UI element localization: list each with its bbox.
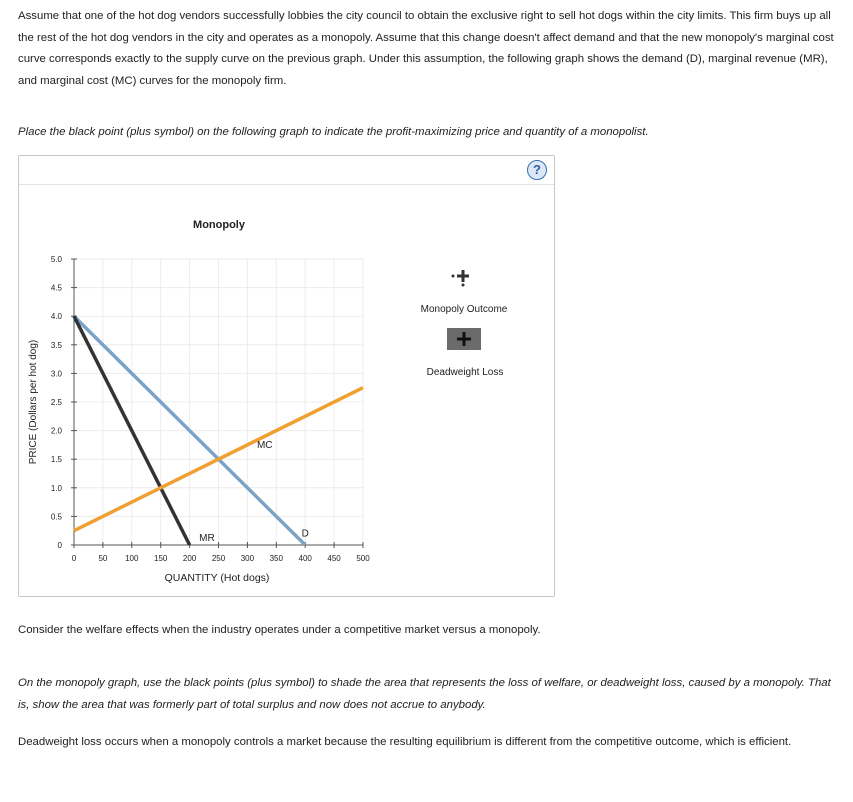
help-button[interactable]: ? (527, 160, 547, 180)
shaded-area-plus-icon[interactable] (447, 328, 481, 350)
y-tick-label: 1.0 (50, 483, 62, 493)
x-tick-label: 150 (154, 554, 168, 563)
chart-title: Monopoly (193, 219, 245, 231)
instruction-monopoly-outcome: Place the black point (plus symbol) on the following graph to indicate the profit-maximizing price and quantity of a monopolist. (18, 126, 649, 138)
instruction-deadweight-loss: On the monopoly graph, use the black points (plus symbol) to shade the area that represents the loss of welfare, or deadweight loss, caused by a monopoly. That is, show the area that was formerly part of total surplus and now does not accrue to anybody. (18, 677, 831, 711)
curve-label-d: D (301, 528, 309, 540)
y-tick-label: 5.0 (50, 255, 62, 264)
x-tick-label: 100 (125, 554, 139, 563)
deadweight-loss-tool[interactable] (427, 328, 504, 378)
curve-label-mc: MC (256, 439, 273, 451)
graph-panel (18, 155, 555, 597)
x-tick-label: 350 (269, 554, 283, 563)
y-tick-label: 3.5 (50, 340, 62, 350)
y-tick-label: 1.5 (50, 455, 62, 465)
plus-black-point-icon[interactable] (452, 270, 470, 287)
y-tick-label: 0 (57, 541, 62, 550)
x-tick-label: 500 (356, 554, 370, 563)
x-tick-label: 0 (71, 554, 77, 563)
deadweight-loss-label: Deadweight Loss (426, 367, 504, 378)
explanation-text: Deadweight loss occurs when a monopoly controls a market because the resulting equilibrium is different from the competitive outcome, which is efficient. (18, 736, 792, 748)
x-tick-label: 250 (211, 554, 226, 563)
monopoly-chart[interactable] (19, 156, 554, 596)
x-axis-label: QUANTITY (Hot dogs) (164, 572, 270, 584)
x-tick-label: 450 (327, 554, 341, 563)
x-tick-label: 300 (240, 554, 255, 563)
y-tick-label: 2.0 (50, 426, 62, 436)
monopoly-outcome-tool[interactable] (421, 270, 508, 315)
x-tick-label: 50 (98, 554, 108, 563)
consider-text: Consider the welfare effects when the industry operates under a competitive market versus a monopoly. (18, 624, 541, 636)
x-tick-label: 200 (182, 554, 197, 563)
curve-label-mr: MR (199, 532, 215, 544)
y-tick-label: 4.5 (50, 283, 62, 293)
y-tick-label: 0.5 (50, 512, 62, 522)
y-axis-label: PRICE (Dollars per hot dog) (28, 339, 39, 465)
y-tick-label: 2.5 (50, 398, 62, 407)
monopoly-outcome-label: Monopoly Outcome (420, 304, 508, 315)
y-tick-label: 4.0 (50, 312, 62, 322)
y-tick-label: 3.0 (50, 369, 62, 379)
x-tick-label: 400 (298, 554, 312, 563)
intro-text: Assume that one of the hot dog vendors successfully lobbies the city council to obtain the exclusive right to sell hot dogs within the city limits. This firm buys up all the rest of the hot dog vendors in the city and operates as a monopoly. Assume that this change doesn't affect demand and that the new monopoly's marginal cost curve corresponds exactly to the supply curve on the previous graph. Under this assumption, the following graph shows the demand (D), marginal revenue (MR), and marginal cost (MC) curves for the monopoly firm. (18, 10, 834, 87)
